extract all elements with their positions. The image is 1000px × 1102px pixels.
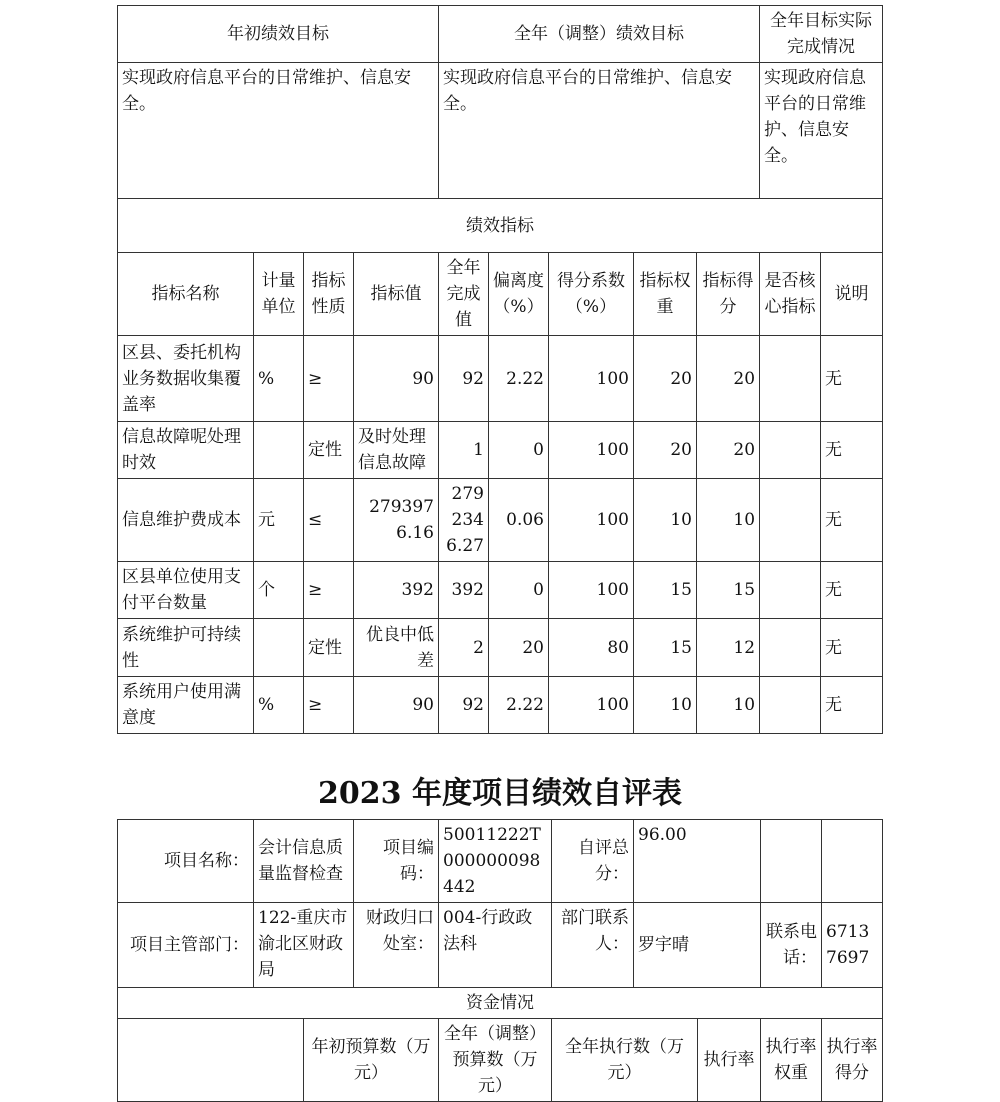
performance-indicators-table [117, 5, 883, 734]
col-execution-rate: 执行率 [698, 1019, 761, 1102]
indicator-name: 系统用户使用满意度 [118, 677, 254, 734]
weight: 15 [634, 562, 697, 619]
col-score-coefficient: 得分系数（%） [549, 253, 634, 336]
nature: 定性 [304, 619, 354, 677]
nature: ≥ [304, 562, 354, 619]
table-row [118, 422, 883, 479]
col-weight: 指标权重 [634, 253, 697, 336]
weight: 10 [634, 479, 697, 562]
deviation: 0 [489, 562, 549, 619]
header-actual-completion: 全年目标实际完成情况 [760, 6, 883, 63]
deviation: 0 [489, 422, 549, 479]
table-row [118, 336, 883, 422]
deviation: 20 [489, 619, 549, 677]
nature: ≤ [304, 479, 354, 562]
deviation: 2.22 [489, 336, 549, 422]
actual-value: 92 [439, 336, 489, 422]
col-deviation: 偏离度（%） [489, 253, 549, 336]
col-indicator-name: 指标名称 [118, 253, 254, 336]
nature: ≥ [304, 336, 354, 422]
nature: 定性 [304, 422, 354, 479]
unit: % [254, 677, 304, 734]
project-name-label: 项目名称： [118, 820, 254, 903]
dept-label: 项目主管部门： [118, 903, 254, 988]
remark: 无 [821, 479, 883, 562]
unit [254, 422, 304, 479]
col-unit: 计量单位 [254, 253, 304, 336]
col-remark: 说明 [821, 253, 883, 336]
core-indicator [760, 677, 821, 734]
core-indicator [760, 336, 821, 422]
deviation: 2.22 [489, 677, 549, 734]
col-nature: 指标性质 [304, 253, 354, 336]
form-title: 2023 年度项目绩效自评表 [318, 776, 682, 811]
actual-value: 92 [439, 677, 489, 734]
remark: 无 [821, 422, 883, 479]
score-value: 96.00 [634, 820, 761, 903]
score: 12 [697, 619, 760, 677]
table-row [118, 677, 883, 734]
adjusted-goal-text: 实现政府信息平台的日常维护、信息安全。 [439, 63, 760, 199]
indicator-name: 区县单位使用支付平台数量 [118, 562, 254, 619]
score: 20 [697, 422, 760, 479]
target-value: 2793976.16 [354, 479, 439, 562]
empty-cell [761, 820, 822, 903]
remark: 无 [821, 677, 883, 734]
unit: 元 [254, 479, 304, 562]
deviation: 0.06 [489, 479, 549, 562]
remark: 无 [821, 562, 883, 619]
core-indicator [760, 422, 821, 479]
weight: 15 [634, 619, 697, 677]
score-coefficient: 100 [549, 677, 634, 734]
initial-goal-text: 实现政府信息平台的日常维护、信息安全。 [118, 63, 439, 199]
project-self-evaluation-table [117, 819, 883, 1102]
empty-cell [822, 820, 883, 903]
indicator-name: 信息维护费成本 [118, 479, 254, 562]
indicator-name: 信息故障呢处理时效 [118, 422, 254, 479]
contact-value: 罗宇晴 [634, 903, 761, 988]
core-indicator [760, 479, 821, 562]
project-name-value: 会计信息质量监督检查 [254, 820, 354, 903]
actual-value: 392 [439, 562, 489, 619]
table-row [118, 619, 883, 677]
col-score: 指标得分 [697, 253, 760, 336]
target-value: 392 [354, 562, 439, 619]
target-value: 90 [354, 336, 439, 422]
col-initial-budget: 年初预算数（万元） [304, 1019, 439, 1102]
score: 15 [697, 562, 760, 619]
col-execution-amount: 全年执行数（万元） [552, 1019, 698, 1102]
table-row [118, 562, 883, 619]
funds-section-title: 资金情况 [118, 988, 883, 1019]
col-adjusted-budget: 全年（调整）预算数（万元） [439, 1019, 552, 1102]
target-value: 优良中低差 [354, 619, 439, 677]
score-coefficient: 100 [549, 562, 634, 619]
unit: 个 [254, 562, 304, 619]
indicator-name: 系统维护可持续性 [118, 619, 254, 677]
office-label: 财政归口处室： [354, 903, 439, 988]
core-indicator [760, 562, 821, 619]
unit: % [254, 336, 304, 422]
table-row [118, 479, 883, 562]
score-label: 自评总分： [552, 820, 634, 903]
weight: 10 [634, 677, 697, 734]
indicator-name: 区县、委托机构业务数据收集覆盖率 [118, 336, 254, 422]
score: 20 [697, 336, 760, 422]
actual-value: 2792346.27 [439, 479, 489, 562]
score: 10 [697, 677, 760, 734]
project-code-label: 项目编码： [354, 820, 439, 903]
target-value: 90 [354, 677, 439, 734]
score-coefficient: 80 [549, 619, 634, 677]
actual-value: 2 [439, 619, 489, 677]
col-actual-value: 全年完成值 [439, 253, 489, 336]
header-initial-goal: 年初绩效目标 [118, 6, 439, 63]
phone-label: 联系电话： [761, 903, 822, 988]
score-coefficient: 100 [549, 336, 634, 422]
dept-value: 122-重庆市渝北区财政局 [254, 903, 354, 988]
remark: 无 [821, 619, 883, 677]
project-code-value: 50011222T000000098442 [439, 820, 552, 903]
score-coefficient: 100 [549, 479, 634, 562]
col-core-indicator: 是否核心指标 [760, 253, 821, 336]
weight: 20 [634, 422, 697, 479]
weight: 20 [634, 336, 697, 422]
col-execution-rate-weight: 执行率权重 [761, 1019, 822, 1102]
actual-completion-text: 实现政府信息平台的日常维护、信息安全。 [760, 63, 883, 199]
score-coefficient: 100 [549, 422, 634, 479]
contact-label: 部门联系人： [552, 903, 634, 988]
score: 10 [697, 479, 760, 562]
col-target-value: 指标值 [354, 253, 439, 336]
actual-value: 1 [439, 422, 489, 479]
col-execution-rate-score: 执行率得分 [822, 1019, 883, 1102]
target-value: 及时处理信息故障 [354, 422, 439, 479]
phone-value: 67137697 [822, 903, 883, 988]
empty-cell [118, 1019, 304, 1102]
core-indicator [760, 619, 821, 677]
office-value: 004-行政政法科 [439, 903, 552, 988]
indicators-section-title: 绩效指标 [118, 199, 883, 253]
nature: ≥ [304, 677, 354, 734]
header-adjusted-goal: 全年（调整）绩效目标 [439, 6, 760, 63]
remark: 无 [821, 336, 883, 422]
unit [254, 619, 304, 677]
